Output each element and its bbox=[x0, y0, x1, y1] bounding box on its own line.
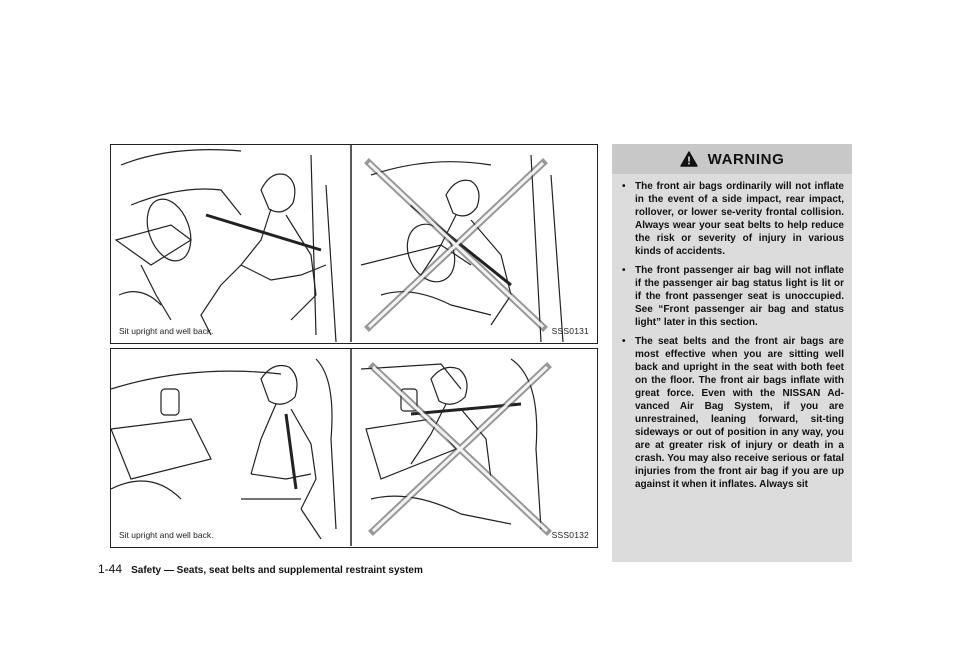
figure-code: SSS0131 bbox=[551, 326, 589, 336]
warning-item-text: The seat belts and the front air bags are most effective when you are sitting well back and upright in the seat with both feet on the floor. The front air bags inflate with great force. Even with the NISSAN Ad-vanced Air Bag System, if you are unrestrained, leaning forward, sit-ting sideways or out of position in any way, you are at greater risk of injury or death in a crash. You may also receive serious or fatal injuries from the front air bag if you are up against it when it inflates. Always sit bbox=[635, 336, 844, 490]
passenger-seating-drawing bbox=[111, 349, 597, 546]
warning-triangle-icon bbox=[680, 151, 698, 167]
illustration-driver-seating bbox=[110, 144, 598, 344]
bullet: • bbox=[622, 181, 626, 192]
driver-seating-drawing bbox=[111, 145, 597, 342]
warning-item-text: The front air bags ordinarily will not inflate in the event of a side impact, rear impact, rollover, or lower se-verity frontal collision. Always wear your seat belts to help reduce the risk or severity of injury in various kinds of accidents. bbox=[635, 181, 844, 257]
illustration-passenger-seating bbox=[110, 348, 598, 548]
warning-item bbox=[618, 335, 844, 491]
warning-panel bbox=[612, 144, 852, 562]
warning-item bbox=[618, 264, 844, 329]
figure-caption: Sit upright and well back. bbox=[119, 530, 214, 540]
warning-title: WARNING bbox=[707, 150, 785, 168]
figure-code: SSS0132 bbox=[551, 530, 589, 540]
warning-header bbox=[612, 144, 852, 174]
warning-item-text: The front passenger air bag will not inflate if the passenger air bag status light is lit or if the front passenger seat is unoccupied. See “Front passenger air bag and status light” later in this section. bbox=[635, 265, 844, 328]
bullet: • bbox=[622, 336, 626, 347]
warning-list bbox=[612, 174, 852, 491]
warning-item bbox=[618, 180, 844, 258]
page-footer bbox=[98, 562, 423, 576]
figure-caption: Sit upright and well back. bbox=[119, 326, 214, 336]
bullet: • bbox=[622, 265, 626, 276]
section-title: Safety — Seats, seat belts and supplemental restraint system bbox=[131, 565, 423, 576]
page-number: 1-44 bbox=[98, 562, 123, 576]
